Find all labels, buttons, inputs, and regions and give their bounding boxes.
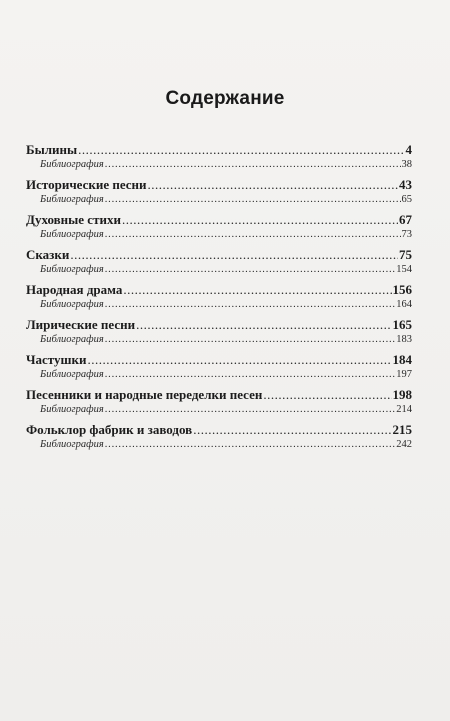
dot-leader [105, 438, 396, 451]
toc-subsection-title: Библиография [40, 159, 104, 170]
toc-subsection-row [26, 193, 412, 206]
toc-entry-spiritual-verses [26, 212, 412, 241]
toc-subsection-row [26, 438, 412, 451]
dot-leader [70, 247, 398, 263]
toc-section-row [26, 282, 412, 298]
toc-subsection-title: Библиография [40, 334, 104, 345]
toc-section-page: 184 [392, 352, 412, 367]
dot-leader [105, 333, 396, 346]
toc-section-page: 4 [405, 142, 412, 157]
toc-subsection-page: 154 [396, 264, 412, 275]
toc-section-title: Песенники и народные переделки песен [26, 387, 263, 402]
toc-section-title: Частушки [26, 352, 87, 367]
toc-section-title: Сказки [26, 247, 70, 262]
toc-section-row [26, 317, 412, 333]
dot-leader [105, 228, 401, 241]
toc-section-row [26, 177, 412, 193]
dot-leader [105, 193, 401, 206]
toc-subsection-page: 65 [401, 194, 412, 205]
toc-subsection-page: 164 [396, 299, 412, 310]
toc-subsection-row [26, 263, 412, 276]
toc-entry-factory-folklore [26, 422, 412, 451]
toc-section-title: Фольклор фабрик и заводов [26, 422, 193, 437]
toc-subsection-title: Библиография [40, 229, 104, 240]
toc-section-title: Исторические песни [26, 177, 147, 192]
toc-subsection-title: Библиография [40, 264, 104, 275]
toc-section-title: Лирические песни [26, 317, 136, 332]
page-title: Содержание [165, 88, 285, 109]
toc-subsection-title: Библиография [40, 404, 104, 415]
toc-subsection-row [26, 403, 412, 416]
dot-leader [122, 212, 398, 228]
toc-entry-chastushki [26, 352, 412, 381]
toc-section-row [26, 387, 412, 403]
toc-subsection-page: 73 [401, 229, 412, 240]
toc-section-page: 198 [392, 387, 412, 402]
toc-entry-tales [26, 247, 412, 276]
dot-leader [105, 368, 396, 381]
toc-entry-songbooks [26, 387, 412, 416]
toc-subsection-page: 214 [396, 404, 412, 415]
toc-subsection-row [26, 368, 412, 381]
toc-subsection-row [26, 333, 412, 346]
toc-entry-lyric-songs [26, 317, 412, 346]
toc-section-page: 43 [399, 177, 412, 192]
toc-section-row [26, 212, 412, 228]
toc-subsection-row [26, 298, 412, 311]
toc-section-page: 215 [392, 422, 412, 437]
toc-section-page: 156 [392, 282, 412, 297]
toc-subsection-title: Библиография [40, 299, 104, 310]
toc-subsection-row [26, 228, 412, 241]
dot-leader [136, 317, 391, 333]
toc-section-row [26, 352, 412, 368]
toc-section-row [26, 422, 412, 438]
toc-section-title: Народная драма [26, 282, 123, 297]
toc-subsection-page: 38 [401, 159, 412, 170]
dot-leader [263, 387, 391, 403]
table-of-contents [26, 142, 412, 457]
toc-section-title: Духовные стихи [26, 212, 121, 227]
toc-section-page: 75 [399, 247, 412, 262]
toc-entry-historical-songs [26, 177, 412, 206]
dot-leader [148, 177, 398, 193]
toc-subsection-row [26, 158, 412, 171]
toc-subsection-page: 242 [396, 439, 412, 450]
dot-leader [105, 298, 396, 311]
toc-section-page: 165 [392, 317, 412, 332]
toc-section-page: 67 [399, 212, 412, 227]
toc-subsection-title: Библиография [40, 194, 104, 205]
toc-subsection-title: Библиография [40, 369, 104, 380]
toc-subsection-title: Библиография [40, 439, 104, 450]
dot-leader [123, 282, 391, 298]
toc-section-row [26, 142, 412, 158]
toc-entry-folk-drama [26, 282, 412, 311]
toc-section-row [26, 247, 412, 263]
toc-section-title: Былины [26, 142, 78, 157]
toc-subsection-page: 197 [396, 369, 412, 380]
dot-leader [78, 142, 404, 158]
dot-leader [193, 422, 391, 438]
dot-leader [87, 352, 391, 368]
dot-leader [105, 158, 401, 171]
dot-leader [105, 403, 396, 416]
dot-leader [105, 263, 396, 276]
toc-entry-bylinas [26, 142, 412, 171]
toc-subsection-page: 183 [396, 334, 412, 345]
